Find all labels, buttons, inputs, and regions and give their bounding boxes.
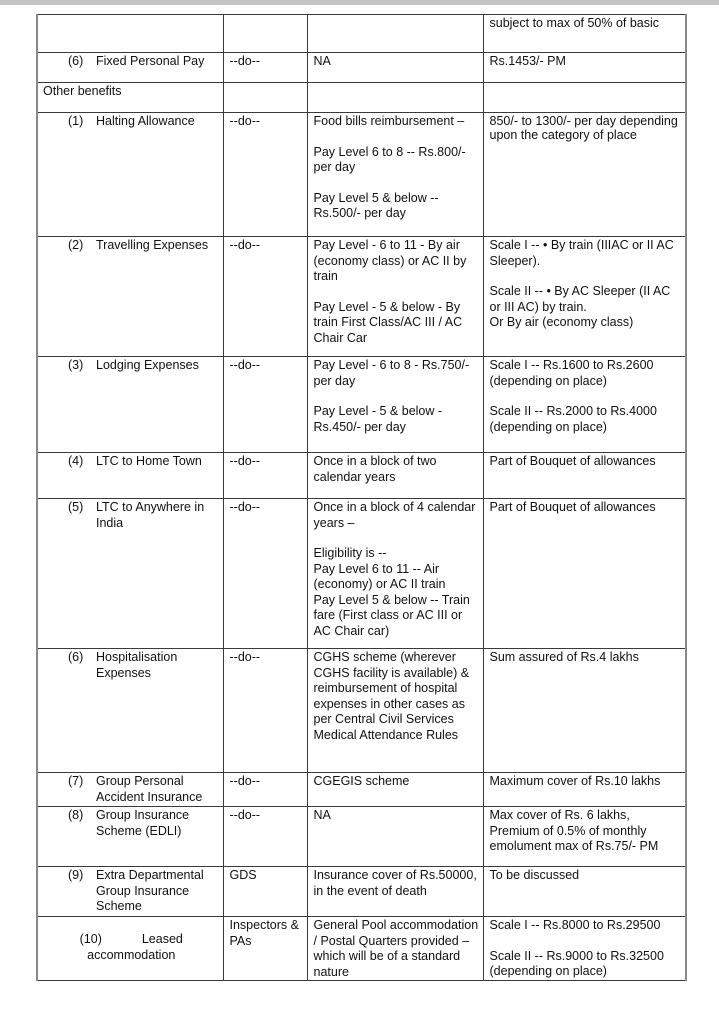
applicable-cell: --do-- — [223, 649, 307, 773]
details-cell — [307, 499, 483, 649]
details-cell — [307, 807, 483, 867]
item-label: LTC to Anywhere in India — [96, 500, 205, 530]
item-label: LTC to Home Town — [96, 454, 202, 468]
item-cell — [37, 113, 223, 237]
entitlement-text: Rs.1453/- PM — [489, 54, 566, 68]
details-text: Pay Level 5 & below -- Train fare (First class or AC III or AC Chair car) — [313, 592, 470, 638]
entitlement-cell — [483, 53, 686, 83]
table-row — [37, 237, 686, 357]
item-cell — [37, 867, 223, 917]
details-cell — [307, 15, 483, 53]
item-number: (3) — [68, 358, 84, 372]
entitlement-cell — [483, 649, 686, 773]
details-cell — [307, 357, 483, 453]
applicable-cell: --do-- — [223, 773, 307, 807]
table-row — [37, 807, 686, 867]
entitlement-cell — [483, 15, 686, 53]
details-text: Food bills reimbursement – — [313, 114, 465, 128]
entitlement-text: Part of Bouquet of allowances — [489, 500, 656, 514]
entitlement-text: Part of Bouquet of allowances — [489, 454, 656, 468]
empty-cell — [307, 83, 483, 113]
item-label: Leased — [141, 932, 183, 946]
table-row — [37, 113, 686, 237]
table-row — [37, 867, 686, 917]
details-text: CGEGIS scheme — [313, 774, 410, 788]
table-row — [37, 453, 686, 499]
viewer-top-bar — [0, 0, 719, 5]
item-cell — [37, 773, 223, 807]
entitlement-cell — [483, 773, 686, 807]
entitlement-text: Scale I -- • By train (IIIAC or II AC Sleeper). — [489, 238, 674, 268]
entitlement-cell — [483, 807, 686, 867]
item-cell — [37, 15, 223, 53]
entitlement-cell — [483, 917, 686, 981]
table-row-continuation — [37, 15, 686, 53]
details-text: General Pool accommodation / Postal Quarters provided – which will be of a standard nature — [313, 918, 479, 979]
table-row — [37, 773, 686, 807]
item-cell — [37, 357, 223, 453]
table-row — [37, 53, 686, 83]
entitlement-text: Scale II -- Rs.2000 to Rs.4000 (depending on place) — [489, 404, 657, 434]
applicable-cell: GDS — [223, 867, 307, 917]
entitlement-cell — [483, 113, 686, 237]
details-cell — [307, 113, 483, 237]
details-text: Once in a block of 4 calendar years – — [313, 500, 476, 530]
item-number: (5) — [68, 500, 84, 514]
item-number: (8) — [68, 808, 84, 822]
entitlement-cell — [483, 499, 686, 649]
details-text: NA — [313, 808, 331, 822]
item-number: (2) — [68, 238, 84, 252]
item-label: accommodation — [87, 947, 176, 962]
item-number: (6) — [68, 650, 84, 664]
empty-cell — [223, 83, 307, 113]
applicable-cell: --do-- — [223, 499, 307, 649]
applicable-cell: --do-- — [223, 237, 307, 357]
item-label: Group Personal Accident Insurance — [96, 774, 203, 804]
details-cell — [307, 453, 483, 499]
item-label: Hospitalisation Expenses — [96, 650, 178, 680]
details-cell — [307, 649, 483, 773]
entitlement-text: Sum assured of Rs.4 lakhs — [489, 650, 639, 664]
entitlement-text: Scale I -- Rs.1600 to Rs.2600 (depending on place) — [489, 358, 654, 388]
details-cell — [307, 773, 483, 807]
item-cell — [37, 807, 223, 867]
entitlement-cell — [483, 237, 686, 357]
details-text: Pay Level - 5 & below - By train First Class/AC III / AC Chair Car — [313, 299, 463, 345]
item-label: Extra Departmental Group Insurance Scheme — [96, 868, 204, 913]
item-label: Lodging Expenses — [96, 358, 199, 372]
table-row — [37, 649, 686, 773]
item-cell — [37, 453, 223, 499]
details-text: Pay Level - 6 to 8 - Rs.750/- per day — [313, 358, 470, 388]
item-label: Fixed Personal Pay — [96, 54, 205, 68]
table-row — [37, 917, 686, 981]
entitlement-cell — [483, 357, 686, 453]
applicable-cell: --do-- — [223, 807, 307, 867]
section-label: Other benefits — [37, 83, 223, 113]
entitlement-text: To be discussed — [489, 868, 580, 882]
entitlement-text: subject to max of 50% of basic — [489, 16, 660, 30]
item-number: (1) — [68, 114, 84, 128]
item-cell — [37, 917, 223, 981]
item-cell — [37, 499, 223, 649]
details-text: Eligibility is -- — [313, 546, 387, 560]
details-cell — [307, 53, 483, 83]
item-cell — [37, 237, 223, 357]
entitlement-cell — [483, 453, 686, 499]
item-number: (9) — [68, 868, 84, 882]
table-row — [37, 499, 686, 649]
entitlement-text: Scale II -- Rs.9000 to Rs.32500 (depending on place) — [489, 948, 664, 978]
details-text: Pay Level 6 to 8 -- Rs.800/- per day — [313, 144, 466, 174]
item-number: (4) — [68, 454, 84, 468]
table-row — [37, 357, 686, 453]
entitlement-text: 850/- to 1300/- per day depending upon the category of place — [489, 114, 678, 142]
item-cell — [37, 53, 223, 83]
applicable-cell: Inspectors & PAs — [223, 917, 307, 981]
details-text: Pay Level - 6 to 11 - By air (economy class) or AC II by train — [313, 238, 467, 283]
item-number: (6) — [68, 54, 84, 68]
details-text: CGHS scheme (wherever CGHS facility is available) & reimbursement of hospital expenses in other cases as per Central Civil Services Medical Attendance Rules — [313, 650, 470, 742]
details-text: Pay Level 6 to 11 -- Air (economy) or AC II train — [313, 561, 446, 591]
item-number: (10) — [79, 932, 102, 946]
details-cell — [307, 917, 483, 981]
entitlement-cell — [483, 867, 686, 917]
details-cell — [307, 237, 483, 357]
entitlement-text: Maximum cover of Rs.10 lakhs — [489, 774, 661, 788]
section-row — [37, 83, 686, 113]
benefits-table — [36, 14, 687, 981]
details-text: Once in a block of two calendar years — [313, 454, 437, 484]
details-cell — [307, 867, 483, 917]
details-text: Pay Level - 5 & below - Rs.450/- per day — [313, 404, 443, 434]
entitlement-text: Scale I -- Rs.8000 to Rs.29500 — [489, 918, 661, 932]
entitlement-text: Max cover of Rs. 6 lakhs, Premium of 0.5% of monthly emolument max of Rs.75/- PM — [489, 808, 659, 853]
details-text: NA — [313, 54, 331, 68]
applicable-cell: --do-- — [223, 357, 307, 453]
item-label: Group Insurance Scheme (EDLI) — [96, 808, 190, 838]
item-cell — [37, 649, 223, 773]
applicable-cell: --do-- — [223, 53, 307, 83]
item-label: Travelling Expenses — [96, 238, 209, 252]
applicable-cell — [223, 15, 307, 53]
entitlement-text: Or By air (economy class) — [489, 315, 634, 329]
details-text: Insurance cover of Rs.50000, in the event of death — [313, 868, 477, 898]
empty-cell — [483, 83, 686, 113]
entitlement-text: Scale II -- • By AC Sleeper (II AC or III AC) by train. — [489, 284, 671, 314]
item-label: Halting Allowance — [96, 114, 195, 128]
item-number: (7) — [68, 774, 84, 788]
applicable-cell: --do-- — [223, 113, 307, 237]
applicable-cell: --do-- — [223, 453, 307, 499]
details-text: Pay Level 5 & below -- Rs.500/- per day — [313, 190, 439, 220]
